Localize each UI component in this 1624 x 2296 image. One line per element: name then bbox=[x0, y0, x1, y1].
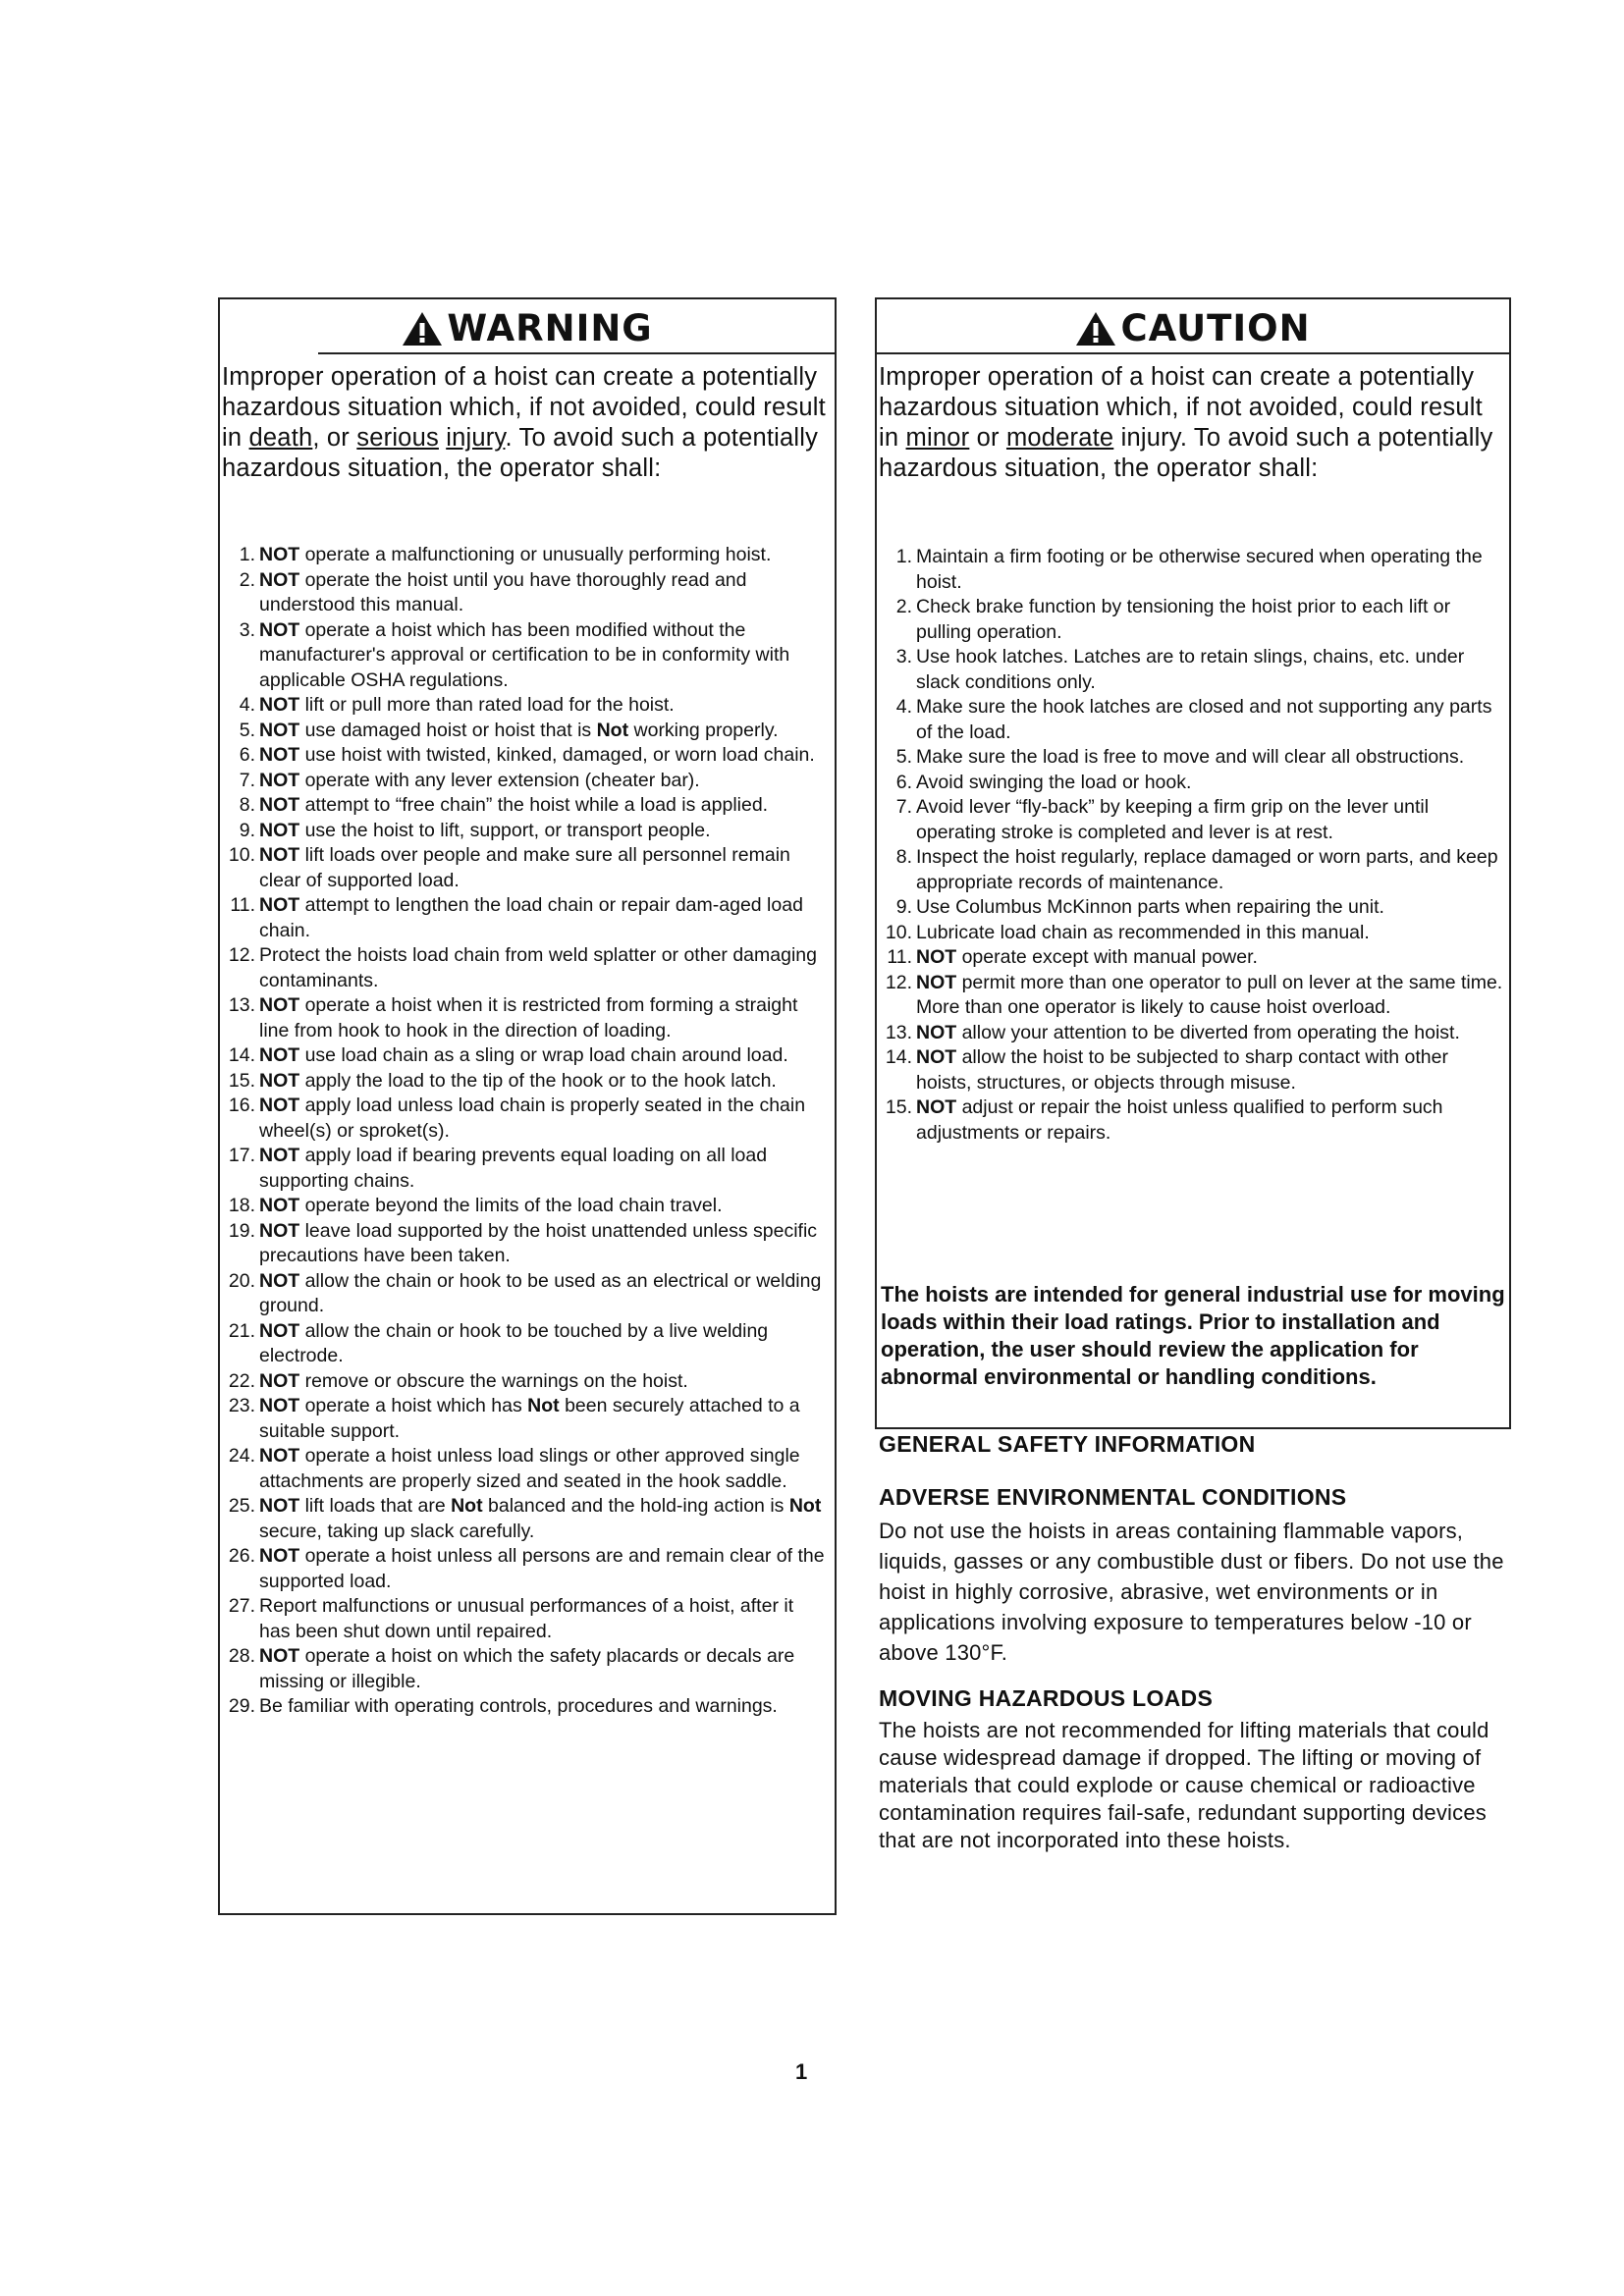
item-number: 13. bbox=[228, 994, 255, 1016]
item-text: use the hoist to lift, support, or transport people. bbox=[299, 819, 711, 841]
warning-item bbox=[220, 843, 829, 893]
caution-item bbox=[877, 945, 1505, 971]
item-text: remove or obscure the warnings on the hoist. bbox=[299, 1369, 688, 1392]
item-number: 10. bbox=[885, 921, 912, 943]
caution-item bbox=[877, 845, 1505, 895]
item-emphasis: NOT bbox=[259, 1095, 300, 1116]
warning-item bbox=[220, 1144, 829, 1194]
caution-item bbox=[877, 1095, 1505, 1146]
warning-item bbox=[220, 1043, 829, 1069]
item-text: permit more than one operator to pull on lever at the same time. More than one operator is likely to cause hoist overload. bbox=[916, 971, 1503, 1018]
item-number: 4. bbox=[895, 696, 912, 718]
item-number: 10. bbox=[228, 844, 255, 866]
item-emphasis: NOT bbox=[259, 1545, 300, 1567]
item-text: operate a malfunctioning or unusually performing hoist. bbox=[299, 544, 772, 565]
item-text: attempt to “free chain” the hoist while a load is applied. bbox=[299, 794, 769, 816]
warning-item bbox=[220, 1394, 829, 1444]
item-emphasis: NOT bbox=[259, 819, 300, 841]
caution-title: CAUTION bbox=[1120, 307, 1311, 349]
item-text: allow your attention to be diverted from operating the hoist. bbox=[956, 1021, 1460, 1043]
item-emphasis: NOT bbox=[259, 1044, 300, 1066]
adverse-text: Do not use the hoists in areas containing flammable vapors, liquids, gasses or any combustible dust or fibers. Do not use the hoist in highly corrosive, abrasive, wet environments or in applications involving exposure to temperatures below -10 or above 130°F. bbox=[879, 1519, 1504, 1665]
item-text: Check brake function by tensioning the hoist prior to each lift or pulling operation. bbox=[916, 596, 1451, 643]
warning-item bbox=[220, 1369, 829, 1395]
item-text: Avoid lever “fly-back” by keeping a firm grip on the lever until operating stroke is completed and lever is at rest. bbox=[916, 796, 1430, 843]
item-number: 9. bbox=[239, 819, 255, 841]
item-number: 26. bbox=[228, 1545, 255, 1567]
item-emphasis: Not bbox=[527, 1395, 560, 1416]
item-emphasis: NOT bbox=[259, 744, 300, 766]
page-number: 1 bbox=[795, 2059, 808, 2084]
warning-item bbox=[220, 1644, 829, 1694]
item-number: 18. bbox=[228, 1195, 255, 1216]
item-number: 7. bbox=[239, 769, 255, 791]
general-safety-heading: GENERAL SAFETY INFORMATION bbox=[879, 1431, 1256, 1457]
item-text: Make sure the hook latches are closed and not supporting any parts of the load. bbox=[916, 696, 1492, 743]
item-text: operate with any lever extension (cheater bar). bbox=[299, 769, 700, 791]
caution-intro: Improper operation of a hoist can create a potentially hazardous situation which, if not avoided, could result in minor or moderate injury. To avoid such a potentially hazardous situation, the operator shall: bbox=[879, 363, 1493, 482]
item-number: 14. bbox=[228, 1044, 255, 1066]
item-emphasis: Not bbox=[596, 719, 629, 741]
item-number: 1. bbox=[239, 544, 255, 565]
item-number: 7. bbox=[895, 796, 912, 818]
warning-item bbox=[220, 1694, 829, 1720]
warning-item bbox=[220, 1544, 829, 1594]
item-emphasis: NOT bbox=[259, 1145, 300, 1166]
item-number: 11. bbox=[230, 894, 255, 916]
item-emphasis: NOT bbox=[916, 946, 957, 968]
warning-item bbox=[220, 543, 829, 568]
item-text: Make sure the load is free to move and will clear all obstructions. bbox=[916, 746, 1465, 768]
item-text: balanced and the hold-ing action is bbox=[482, 1495, 789, 1517]
item-number: 19. bbox=[228, 1219, 255, 1242]
caution-item bbox=[877, 771, 1505, 796]
item-emphasis: NOT bbox=[259, 794, 300, 816]
item-emphasis: NOT bbox=[259, 844, 300, 866]
item-emphasis: NOT bbox=[916, 1046, 957, 1068]
item-number: 25. bbox=[228, 1495, 255, 1517]
item-number: 28. bbox=[228, 1645, 255, 1667]
item-text: use load chain as a sling or wrap load chain around load. bbox=[299, 1044, 788, 1066]
item-emphasis: NOT bbox=[259, 1219, 300, 1242]
item-emphasis: NOT bbox=[259, 894, 300, 916]
caution-item bbox=[877, 795, 1505, 845]
item-text: Avoid swinging the load or hook. bbox=[916, 771, 1192, 793]
item-text: use damaged hoist or hoist that is bbox=[299, 719, 597, 741]
item-number: 2. bbox=[895, 596, 912, 617]
item-number: 29. bbox=[228, 1695, 255, 1717]
item-number: 2. bbox=[239, 568, 255, 591]
warning-banner bbox=[220, 299, 835, 354]
item-emphasis: NOT bbox=[259, 1445, 300, 1467]
item-text: Use Columbus McKinnon parts when repairing the unit. bbox=[916, 896, 1384, 918]
caution-item bbox=[877, 745, 1505, 771]
caution-item bbox=[877, 1045, 1505, 1095]
warning-title: WARNING bbox=[447, 307, 653, 349]
item-emphasis: NOT bbox=[259, 1069, 300, 1092]
item-emphasis: NOT bbox=[259, 1319, 300, 1342]
warning-item bbox=[220, 719, 829, 744]
warning-item bbox=[220, 743, 829, 769]
warning-item bbox=[220, 943, 829, 993]
item-number: 12. bbox=[228, 944, 255, 966]
item-text: Protect the hoists load chain from weld splatter or other damaging contaminants. bbox=[259, 944, 817, 991]
item-text: Report malfunctions or unusual performances of a hoist, after it has been shut down until repaired. bbox=[259, 1595, 794, 1642]
item-emphasis: NOT bbox=[259, 1645, 300, 1667]
item-text: allow the chain or hook to be used as an electrical or welding ground. bbox=[259, 1269, 822, 1316]
item-emphasis: NOT bbox=[259, 1395, 300, 1416]
item-number: 16. bbox=[228, 1095, 255, 1116]
item-text: allow the chain or hook to be touched by a live welding electrode. bbox=[259, 1319, 769, 1366]
item-text: leave load supported by the hoist unattended unless specific precautions have been taken. bbox=[259, 1219, 818, 1266]
item-emphasis: Not bbox=[788, 1495, 822, 1517]
item-emphasis: NOT bbox=[916, 1096, 957, 1118]
item-text: operate a hoist unless all persons are and remain clear of the supported load. bbox=[259, 1545, 825, 1592]
item-emphasis: NOT bbox=[259, 1495, 300, 1517]
item-number: 5. bbox=[895, 746, 912, 768]
caution-item bbox=[877, 971, 1505, 1021]
warning-item bbox=[220, 693, 829, 719]
warning-item bbox=[220, 819, 829, 844]
item-number: 15. bbox=[885, 1096, 912, 1118]
caution-item bbox=[877, 921, 1505, 946]
item-number: 20. bbox=[228, 1269, 255, 1292]
item-text: Be familiar with operating controls, procedures and warnings. bbox=[259, 1695, 778, 1717]
warning-triangle-icon bbox=[402, 311, 443, 347]
item-number: 24. bbox=[228, 1445, 255, 1467]
adverse-heading: ADVERSE ENVIRONMENTAL CONDITIONS bbox=[879, 1484, 1347, 1510]
caution-triangle-icon bbox=[1075, 311, 1116, 347]
item-text: operate a hoist unless load slings or other approved single attachments are properly sized and seated in the hook saddle. bbox=[259, 1445, 800, 1492]
item-emphasis: NOT bbox=[259, 719, 300, 741]
item-text: adjust or repair the hoist unless qualified to perform such adjustments or repairs. bbox=[916, 1096, 1443, 1144]
item-text: lift loads over people and make sure all personnel remain clear of supported load. bbox=[259, 844, 790, 891]
item-number: 6. bbox=[895, 771, 912, 793]
item-text: attempt to lengthen the load chain or repair dam-aged load chain. bbox=[259, 894, 803, 941]
item-emphasis: NOT bbox=[259, 1269, 300, 1292]
item-number: 8. bbox=[895, 846, 912, 868]
caution-item bbox=[877, 1021, 1505, 1046]
item-text: operate a hoist when it is restricted from forming a straight line from hook to hook in the direction of loading. bbox=[259, 994, 798, 1041]
caution-item bbox=[877, 545, 1505, 595]
item-text: Maintain a firm footing or be otherwise secured when operating the hoist. bbox=[916, 546, 1483, 593]
item-number: 15. bbox=[228, 1069, 255, 1092]
item-number: 14. bbox=[885, 1046, 912, 1068]
item-emphasis: NOT bbox=[259, 769, 300, 791]
item-emphasis: NOT bbox=[259, 994, 300, 1016]
moving-text: The hoists are not recommended for lifting materials that could cause widespread damage if dropped. The lifting or moving of materials that could explode or cause chemical or radioactive contamination requires fail-safe, redundant supporting devices that are not incorporated into these hoists. bbox=[879, 1718, 1489, 1852]
warning-item bbox=[220, 1069, 829, 1095]
item-text: lift or pull more than rated load for the hoist. bbox=[299, 694, 675, 716]
item-text: allow the hoist to be subjected to sharp contact with other hoists, structures, or objects through misuse. bbox=[916, 1046, 1448, 1094]
warning-item bbox=[220, 1219, 829, 1269]
caution-box bbox=[875, 297, 1511, 1429]
item-number: 11. bbox=[887, 946, 912, 968]
item-text: Use hook latches. Latches are to retain slings, chains, etc. under slack conditions only. bbox=[916, 646, 1465, 693]
item-emphasis: NOT bbox=[916, 1021, 957, 1043]
warning-banner-rule bbox=[318, 352, 837, 354]
warning-item bbox=[220, 568, 829, 618]
item-number: 17. bbox=[228, 1145, 255, 1166]
warning-item bbox=[220, 1319, 829, 1369]
item-emphasis: Not bbox=[451, 1495, 483, 1517]
item-number: 9. bbox=[895, 896, 912, 918]
warning-item bbox=[220, 1269, 829, 1319]
caution-item bbox=[877, 645, 1505, 695]
item-emphasis: NOT bbox=[259, 1195, 300, 1216]
item-text: secure, taking up slack carefully. bbox=[259, 1520, 535, 1542]
item-text: working properly. bbox=[628, 719, 779, 741]
item-text: operate a hoist which has been modified without the manufacturer's approval or certification to be in conformity with applicable OSHA regulations. bbox=[259, 618, 790, 691]
item-number: 3. bbox=[895, 646, 912, 667]
item-text: operate a hoist which has bbox=[299, 1395, 528, 1416]
item-emphasis: NOT bbox=[259, 568, 300, 591]
caution-item bbox=[877, 695, 1505, 745]
item-text: lift loads that are bbox=[299, 1495, 452, 1517]
item-number: 4. bbox=[239, 694, 255, 716]
warning-item bbox=[220, 1094, 829, 1144]
warning-item bbox=[220, 769, 829, 794]
warning-item bbox=[220, 618, 829, 694]
warning-item bbox=[220, 993, 829, 1043]
warning-item bbox=[220, 1444, 829, 1494]
item-number: 22. bbox=[228, 1369, 255, 1392]
item-number: 6. bbox=[239, 744, 255, 766]
item-number: 13. bbox=[885, 1021, 912, 1043]
item-number: 27. bbox=[228, 1595, 255, 1617]
item-text: Inspect the hoist regularly, replace damaged or worn parts, and keep appropriate records of maintenance. bbox=[916, 846, 1498, 893]
item-text: use hoist with twisted, kinked, damaged, or worn load chain. bbox=[299, 744, 815, 766]
caution-item bbox=[877, 595, 1505, 645]
warning-item bbox=[220, 1494, 829, 1544]
item-number: 21. bbox=[228, 1319, 255, 1342]
item-text: Lubricate load chain as recommended in this manual. bbox=[916, 921, 1370, 943]
item-emphasis: NOT bbox=[259, 618, 300, 641]
item-emphasis: NOT bbox=[259, 1369, 300, 1392]
item-text: operate the hoist until you have thoroughly read and understood this manual. bbox=[259, 568, 747, 615]
warning-item bbox=[220, 1594, 829, 1644]
warning-item bbox=[220, 793, 829, 819]
item-emphasis: NOT bbox=[916, 971, 957, 993]
item-text: operate a hoist on which the safety placards or decals are missing or illegible. bbox=[259, 1645, 795, 1692]
item-number: 5. bbox=[239, 719, 255, 741]
item-text: apply load unless load chain is properly seated in the chain wheel(s) or sproket(s). bbox=[259, 1095, 806, 1142]
warning-item bbox=[220, 893, 829, 943]
item-text: been securely attached to a suitable support. bbox=[259, 1395, 800, 1442]
caution-note: The hoists are intended for general industrial use for moving loads within their load ratings. Prior to installation and operation, the user should review the application for abnormal environmental or handling conditions. bbox=[881, 1282, 1505, 1389]
item-text: apply load if bearing prevents equal loading on all load supporting chains. bbox=[259, 1145, 768, 1192]
caution-item bbox=[877, 895, 1505, 921]
caution-banner-rule bbox=[877, 352, 1509, 354]
warning-item bbox=[220, 1194, 829, 1219]
item-number: 23. bbox=[228, 1395, 255, 1416]
item-text: operate beyond the limits of the load chain travel. bbox=[299, 1195, 723, 1216]
item-number: 3. bbox=[239, 618, 255, 641]
caution-banner bbox=[877, 299, 1509, 354]
item-text: apply the load to the tip of the hook or to the hook latch. bbox=[299, 1069, 777, 1092]
item-emphasis: NOT bbox=[259, 544, 300, 565]
item-text: operate except with manual power. bbox=[956, 946, 1258, 968]
item-emphasis: NOT bbox=[259, 694, 300, 716]
warning-box bbox=[218, 297, 837, 1915]
caution-list bbox=[877, 545, 1505, 1146]
item-number: 1. bbox=[895, 546, 912, 567]
moving-heading: MOVING HAZARDOUS LOADS bbox=[879, 1685, 1214, 1711]
item-number: 12. bbox=[885, 971, 912, 993]
item-number: 8. bbox=[239, 794, 255, 816]
warning-list bbox=[220, 543, 829, 1720]
warning-intro: Improper operation of a hoist can create a potentially hazardous situation which, if not avoided, could result in death, or serious injury. To avoid such a potentially hazardous situation, the operator shall: bbox=[222, 363, 826, 482]
